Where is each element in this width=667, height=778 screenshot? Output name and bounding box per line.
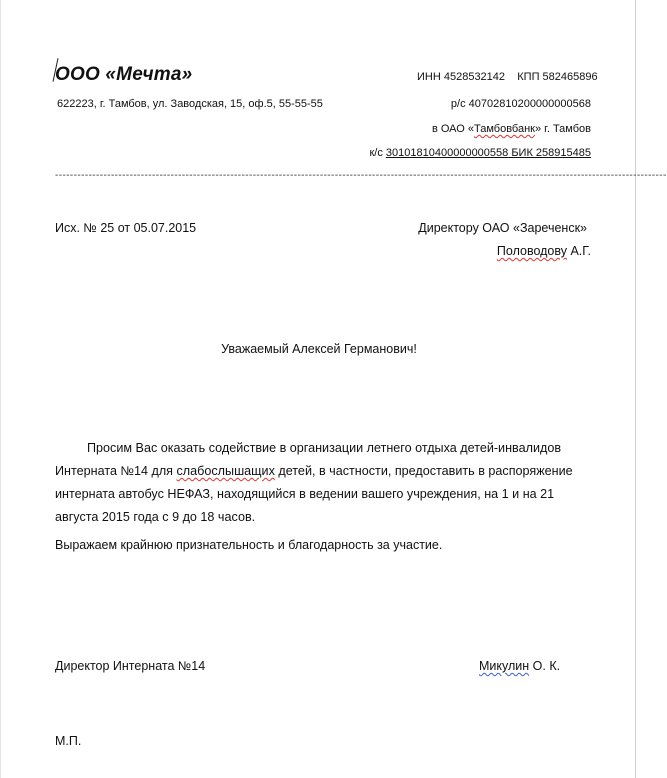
bank-line: в ОАО «Тамбовбанк» г. Тамбов [431,123,591,135]
bik: БИК 258915485 [508,147,591,159]
stamp-place: М.П. [55,734,82,748]
kpp: КПП 582465896 [517,71,598,83]
signer-title: Директор Интерната №14 [55,659,206,673]
bank-name: Тамбовбанк [474,123,535,135]
main-paragraph: Просим Вас оказать содействие в организации летнего отдыха детей-инвалидов Интерната №14 для слабослышащих детей, в частности, предоставить в распоряжение интерната автобус НЕФАЗ, находящийся в ведении вашего учреждения, на 1 и на 21 августа 2015 года с 9 до 18 часов. [55,441,573,524]
recipient-name: Половодову А.Г. [496,244,591,258]
company-address: 622223, г. Тамбов, ул. Заводская, 15, оф.5, 55-55-55 [57,98,323,110]
misspelled-word: слабослышащих [176,464,275,478]
header-separator: -------------------------------------------------------------------------------------------------------------------------------------------------------------------- [55,170,667,181]
settlement-account: р/с 40702810200000000568 [450,98,591,110]
recipient-surname: Половодову [496,244,567,258]
gratitude-paragraph: Выражаем крайнюю признательность и благодарность за участие. [55,538,443,552]
recipient-position: Директору ОАО «Зареченск» [418,221,587,235]
salutation: Уважаемый Алексей Германович! [221,342,417,356]
corr-account-line: к/с 30101810400000000558 БИК 258915485 [369,147,591,159]
outgoing-number: Исх. № 25 от 05.07.2015 [55,221,197,235]
corr-account: 30101810400000000558 [385,147,509,159]
signer-surname: Микулин [479,659,530,673]
inn: ИНН 4528532142 [417,71,506,83]
inn-kpp [417,71,598,83]
company-name: ООО «Мечта» [55,64,193,85]
signer-name: Микулин О. К. [479,659,561,673]
